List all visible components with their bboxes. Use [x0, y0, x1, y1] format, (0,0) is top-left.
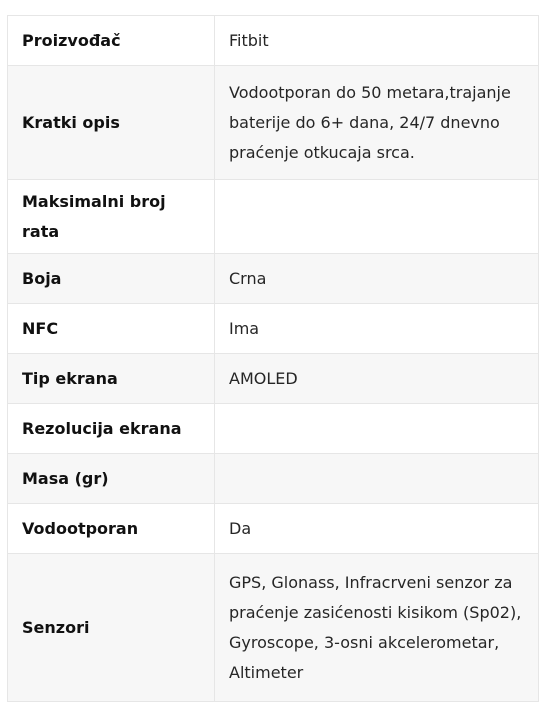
table-row: [8, 454, 539, 504]
spec-value: [215, 404, 539, 454]
spec-value: Fitbit: [215, 16, 539, 66]
spec-value: GPS, Glonass, Infracrveni senzor za praćenje zasićenosti kisikom (Sp02), Gyroscope, 3-osni akcelerometar, Altimeter: [215, 554, 539, 702]
spec-value: AMOLED: [215, 354, 539, 404]
spec-label: Proizvođač: [8, 16, 215, 66]
table-row: [8, 180, 539, 254]
spec-label: Maksimalni broj rata: [8, 180, 215, 254]
spec-value: Vodootporan do 50 metara,trajanje baterije do 6+ dana, 24/7 dnevno praćenje otkucaja srca.: [215, 66, 539, 180]
table-row: [8, 554, 539, 702]
spec-label: Kratki opis: [8, 66, 215, 180]
table-row: [8, 504, 539, 554]
spec-label: Senzori: [8, 554, 215, 702]
table-row: [8, 354, 539, 404]
table-row: [8, 16, 539, 66]
specs-table-container: [7, 15, 538, 702]
table-row: [8, 254, 539, 304]
spec-value: Ima: [215, 304, 539, 354]
spec-label: Vodootporan: [8, 504, 215, 554]
specifications-table: [7, 15, 539, 702]
spec-label: Tip ekrana: [8, 354, 215, 404]
spec-value: [215, 180, 539, 254]
spec-value: Crna: [215, 254, 539, 304]
spec-label: Boja: [8, 254, 215, 304]
table-row: [8, 304, 539, 354]
table-row: [8, 404, 539, 454]
spec-label: NFC: [8, 304, 215, 354]
spec-label: Masa (gr): [8, 454, 215, 504]
table-row: [8, 66, 539, 180]
spec-value: Da: [215, 504, 539, 554]
spec-label: Rezolucija ekrana: [8, 404, 215, 454]
spec-value: [215, 454, 539, 504]
